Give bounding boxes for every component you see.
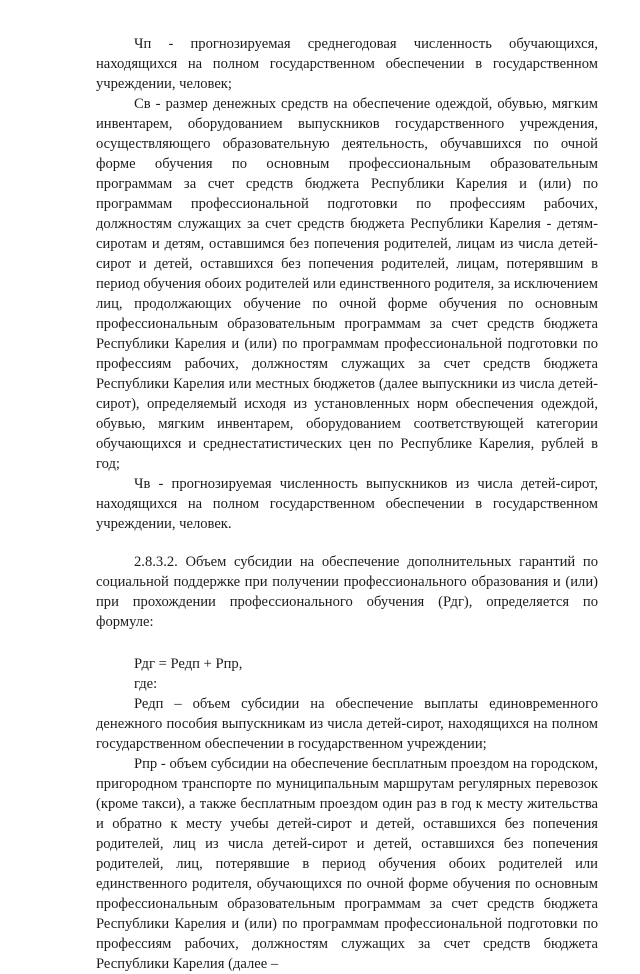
section-2-8-3-2: 2.8.3.2. Объем субсидии на обеспечение дополнительных гарантий по социальной поддержке при получении профессионального образования и (или) при прохождении профессионального обучения (Рдг), определяется по формуле: [96,554,598,630]
definition-chp: Чп - прогнозируемая среднегодовая численность обучающихся, находящихся на полном государственном обеспечении в государственном учреждении, человек; [96,36,598,92]
formula-rdg: Рдг = Редп + Рпр, [134,656,243,672]
definition-chv: Чв - прогнозируемая численность выпускников из числа детей-сирот, находящихся на полном государственном обеспечении в государственном учреждении, человек. [96,476,598,532]
definition-sv: Св - размер денежных средств на обеспечение одеждой, обувью, мягким инвентарем, оборудованием выпускников государственного учреждения, осуществляющего образовательную деятельность, обучавшихся по очной форме обучения по основным профессиональным образовательным программам за счет средств бюджета Республики Карелия и (или) по программам профессиональной подготовки по профессиям рабочих, должностям служащих за счет средств бюджета Республики Карелия - детям-сиротам и детям, оставшимся без попечения родителей, лицам из числа детей-сирот и детей, оставшихся без попечения родителей, лицам, потерявшим в период обучения обоих родителей или единственного родителя, за исключением лиц, продолжающих обучение по очной форме обучения по основным профессиональным образовательным программам за счет средств бюджета Республики Карелия и (или) по программам профессиональной подготовки по профессиям рабочих, должностям служащих за счет средств бюджета Республики Карелия или местных бюджетов (далее выпускники из числа детей-сирот), определяемый исходя из установленных норм обеспечения одеждой, обувью, мягким инвентарем, оборудованием соответствующей категории обучающихся и среднестатистических цен по Республике Карелия, рублей в год; [96,96,598,472]
definition-redp: Редп – объем субсидии на обеспечение выплаты единовременного денежного пособия выпускникам из числа детей-сирот, находящихся на полном государственном обеспечении в государственном учреждении; [96,696,598,752]
definition-rpr: Рпр - объем субсидии на обеспечение бесплатным проездом на городском, пригородном транспорте по муниципальным маршрутам регулярных перевозок (кроме такси), а также бесплатным проездом один раз в год к месту жительства и обратно к месту учебы детей-сирот и детей, оставшихся без попечения родителей, лиц из числа детей-сирот и детей, оставшихся без попечения родителей, лиц, потерявшие в период обучения обоих родителей или единственного родителя, обучающихся по очной форме обучения по основным профессиональным образовательным программам за счет средств бюджета Республики Карелия и (или) по программам профессиональной подготовки по профессиям рабочих, должностям служащих за счет средств бюджета Республики Карелия (далее – [96,756,598,972]
document-page [96,34,598,974]
formula-where: где: [134,676,158,692]
